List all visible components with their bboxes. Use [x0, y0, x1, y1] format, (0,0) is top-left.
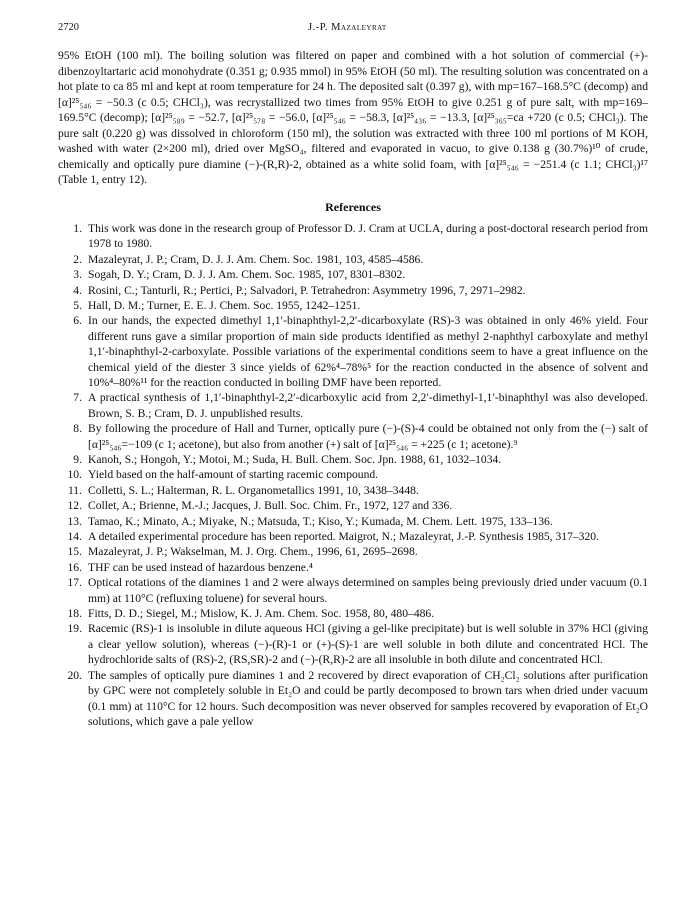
- reference-number: 14.: [67, 530, 82, 544]
- reference-item: [58, 313, 648, 390]
- reference-text: Colletti, S. L.; Halterman, R. L. Organometallics 1991, 10, 3438–3448.: [88, 483, 419, 497]
- reference-text: This work was done in the research group of Professor D. J. Cram at UCLA, during a post-doctoral research period from 1978 to 1980.: [88, 221, 648, 251]
- running-header: [58, 22, 648, 38]
- reference-item: [58, 452, 648, 467]
- reference-number: 19.: [67, 622, 82, 636]
- reference-text: Fitts, D. D.; Siegel, M.; Mislow, K. J. Am. Chem. Soc. 1958, 80, 480–486.: [88, 607, 435, 621]
- reference-text: THF can be used instead of hazardous benzene.⁴: [88, 560, 313, 574]
- reference-number: 16.: [67, 560, 82, 574]
- reference-number: 6.: [73, 314, 82, 328]
- reference-item: [58, 560, 648, 575]
- reference-text: Collet, A.; Brienne, M.-J.; Jacques, J. Bull. Soc. Chim. Fr., 1972, 127 and 336.: [88, 499, 453, 513]
- reference-item: [58, 544, 648, 559]
- reference-number: 3.: [73, 268, 82, 282]
- reference-number: 17.: [67, 576, 82, 590]
- reference-item: [58, 514, 648, 529]
- reference-number: 8.: [73, 422, 82, 436]
- reference-text: Racemic (RS)-1 is insoluble in dilute aqueous HCl (giving a gel-like precipitate) but is well soluble in 37% HCl (giving a clear yellow solution), whereas (−)-(R)-1 or (+)-(S)-1 are well soluble in both dilute and concentrated HCl. The hydrochloride salts of (RS)-2, (RS,SR)-2 and (−)-(R,R)-2 are all insoluble in both dilute and concentrated HCl.: [88, 622, 648, 667]
- reference-item: [58, 252, 648, 267]
- reference-number: 12.: [67, 499, 82, 513]
- reference-item: [58, 467, 648, 482]
- reference-text: Sogah, D. Y.; Cram, D. J. J. Am. Chem. Soc. 1985, 107, 8301–8302.: [88, 268, 406, 282]
- reference-item: [58, 221, 648, 252]
- reference-text: In our hands, the expected dimethyl 1,1′-binaphthyl-2,2′-dicarboxylate (RS)-3 was obtained in only 46% yield. Four different runs gave a similar proportion of main side products identified as methyl 2-naphthyl carboxylate and methyl 1,1′-binaphthyl-2-carboxylate. Possible variations of the experimental conditions seem to have a great influence on the chemical yield of the diester 3 since yields of 62%⁴–78%⁵ for the reaction conducted in the absence of solvent and 10%⁴–80%¹¹ for the reaction conducted in boiling DMF have been reported.: [88, 314, 648, 389]
- reference-text: Mazaleyrat, J. P.; Wakselman, M. J. Org. Chem., 1996, 61, 2695–2698.: [88, 545, 418, 559]
- reference-text: Mazaleyrat, J. P.; Cram, D. J. J. Am. Chem. Soc. 1981, 103, 4585–4586.: [88, 252, 424, 266]
- reference-text: Kanoh, S.; Hongoh, Y.; Motoi, M.; Suda, H. Bull. Chem. Soc. Jpn. 1988, 61, 1032–1034.: [88, 453, 502, 467]
- references-list: [58, 221, 648, 729]
- reference-number: 10.: [67, 468, 82, 482]
- reference-number: 20.: [67, 668, 82, 682]
- reference-text: By following the procedure of Hall and Turner, optically pure (−)-(S)-4 could be obtained not only from the (−) salt of [α]²⁵₅₄₆=−109 (c 1; acetone), but also from another (+) salt of [α]²⁵₅₄₆ = +225 (c 1; acetone).⁹: [88, 422, 648, 451]
- reference-number: 18.: [67, 607, 82, 621]
- reference-number: 2.: [73, 252, 82, 266]
- reference-number: 4.: [73, 283, 82, 297]
- references-heading: References: [325, 199, 381, 214]
- reference-item: [58, 283, 648, 298]
- page-number: 2720: [58, 22, 79, 33]
- page: [58, 22, 648, 729]
- body-paragraph: 95% EtOH (100 ml). The boiling solution was filtered on paper and combined with a hot solution of commercial (+)-dibenzoyltartaric acid monohydrate (0.351 g; 0.935 mmol) in 95% EtOH (50 ml). The resulting solution was concentrated on a hot plate to ca 85 ml and kept at room temperature for 24 h. The deposited salt (0.397 g), with mp=167–168.5°C (decomp) and [α]²⁵₅₄₆ = −50.3 (c 0.5; CHCl₃), was recrystallized two times from 95% EtOH to give 0.251 g of pure salt, with mp=169–169.5°C (decomp); [α]²⁵₅₈₉ = −52.7, [α]²⁵₅₇₈ = −56.0, [α]²⁵₅₄₆ = −58.3, [α]²⁵₄₃₆ = −13.3, [α]²⁵₃₆₅=ca +720 (c 0.5; CHCl₃). The pure salt (0.220 g) was dissolved in chloroform (150 ml), the solution was extracted with three 100 ml portions of M KOH, washed with water (2×200 ml), dried over MgSO₄, filtered and evaporated in vacuo, to give 0.138 g (30.7%)¹⁰ of crude, chemically and optically pure diamine (−)-(R,R)-2, obtained as a white solid foam, with [α]²⁵₅₄₆ = −251.4 (c 1.1; CHCl₃)¹⁷ (Table 1, entry 12).: [58, 49, 648, 187]
- reference-item: [58, 483, 648, 498]
- reference-text: A practical synthesis of 1,1′-binaphthyl-2,2′-dicarboxylic acid from 2,2′-dimethyl-1,1′-binaphthyl was also developed. Brown, S. B.; Cram, D. J. unpublished results.: [88, 391, 648, 420]
- reference-text: Rosini, C.; Tanturli, R.; Pertici, P.; Salvadori, P. Tetrahedron: Asymmetry 1996, 7, 2971–2982.: [88, 283, 526, 297]
- reference-number: 11.: [67, 483, 82, 497]
- reference-item: [58, 529, 648, 544]
- running-author: J.-P. Mazaleyrat: [308, 22, 387, 33]
- reference-item: [58, 390, 648, 421]
- reference-text: A detailed experimental procedure has been reported. Maigrot, N.; Mazaleyrat, J.-P. Synthesis 1985, 317–320.: [88, 530, 599, 544]
- reference-number: 9.: [73, 453, 82, 467]
- reference-number: 7.: [73, 391, 82, 405]
- reference-item: [58, 421, 648, 452]
- reference-item: [58, 267, 648, 282]
- reference-number: 1.: [73, 221, 82, 235]
- reference-number: 5.: [73, 298, 82, 312]
- reference-number: 13.: [67, 514, 82, 528]
- reference-text: Yield based on the half-amount of starting racemic compound.: [88, 468, 379, 482]
- reference-item: [58, 606, 648, 621]
- reference-text: Optical rotations of the diamines 1 and 2 were always determined on samples being previously dried under vacuum (0.1 mm) at 110°C (refluxing toluene) for several hours.: [88, 576, 648, 605]
- reference-item: [58, 575, 648, 606]
- reference-text: The samples of optically pure diamines 1 and 2 recovered by direct evaporation of CH₂Cl₂ solutions after purification by GPC were not completely soluble in Et₂O and could be partly decomposed to brown tars when dried under vacuum (0.1 mm) at 110°C for 12 hours. Such decomposition was never observed for samples recovered by evaporation of Et₂O solutions, which gave a pale yellow: [88, 668, 648, 728]
- reference-item: [58, 298, 648, 313]
- reference-item: [58, 498, 648, 513]
- reference-text: Hall, D. M.; Turner, E. E. J. Chem. Soc. 1955, 1242–1251.: [88, 298, 361, 312]
- reference-item: [58, 621, 648, 667]
- reference-number: 15.: [67, 545, 82, 559]
- reference-text: Tamao, K.; Minato, A.; Miyake, N.; Matsuda, T.; Kiso, Y.; Kumada, M. Chem. Lett. 1975, 133–136.: [88, 514, 553, 528]
- reference-item: [58, 668, 648, 730]
